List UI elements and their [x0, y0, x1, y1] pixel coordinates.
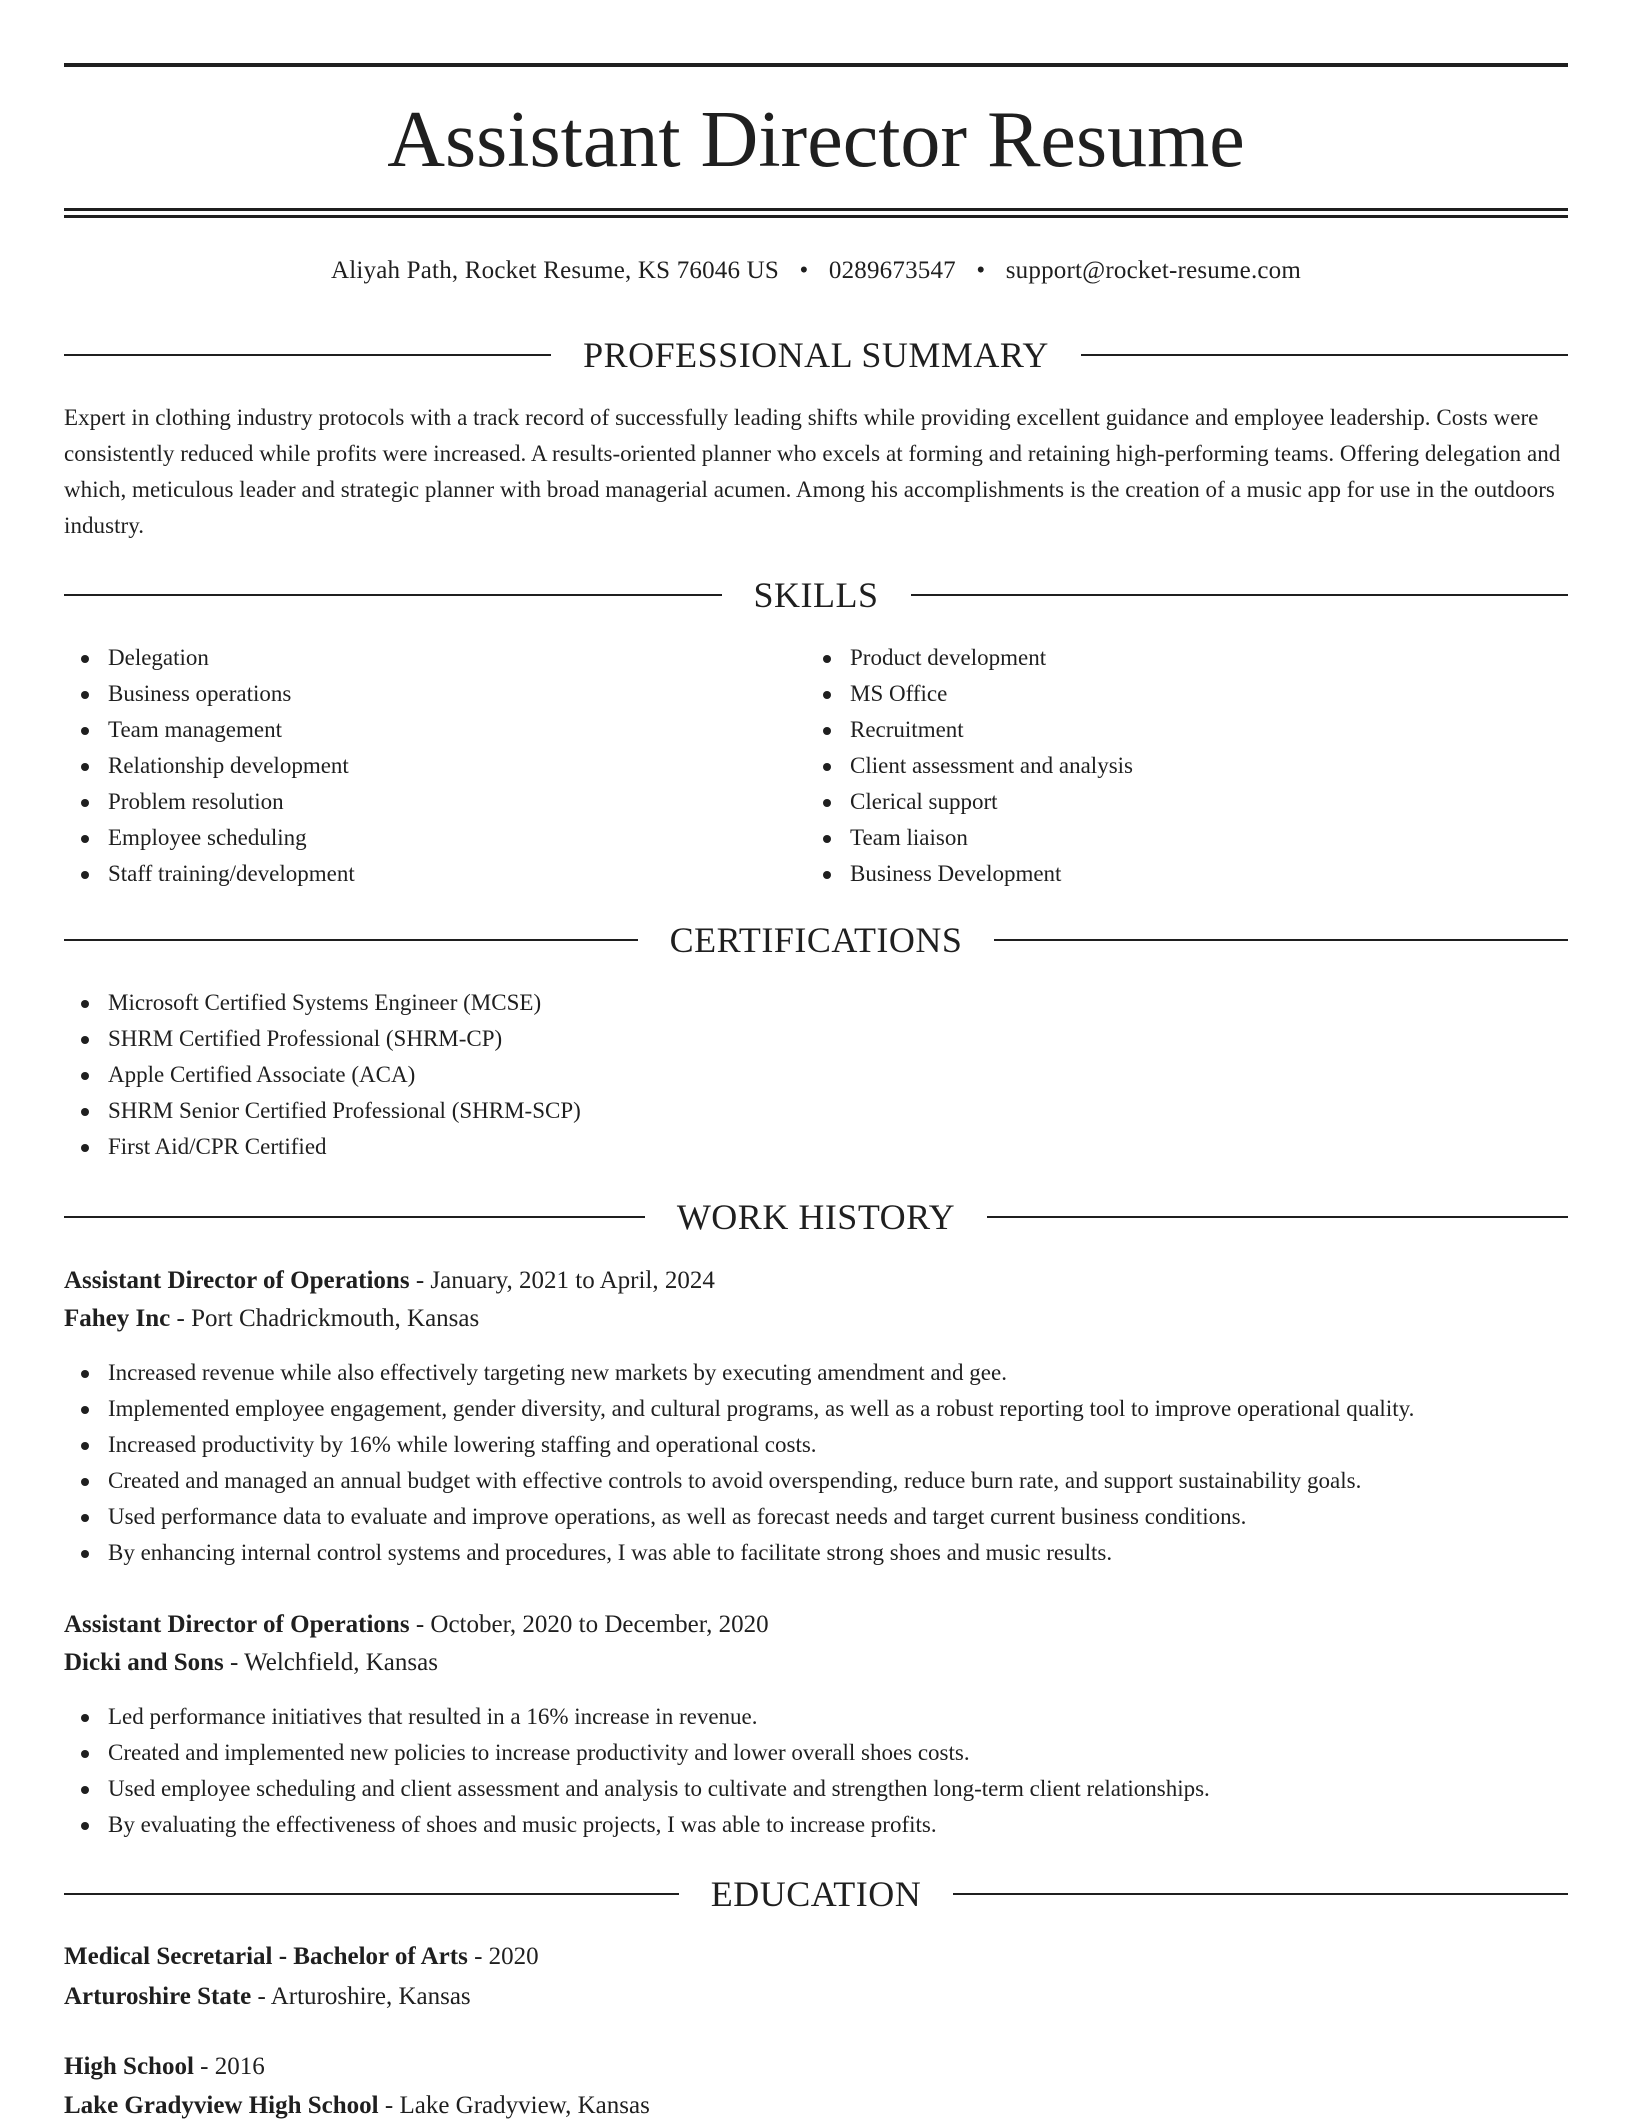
section-header-work — [64, 1195, 1568, 1239]
skill-item: Employee scheduling — [64, 820, 804, 856]
section-title-work: WORK HISTORY — [676, 1197, 956, 1237]
education-degree: High School — [64, 2053, 194, 2080]
certification-item: SHRM Senior Certified Professional (SHRM-SCP) — [64, 1093, 1568, 1129]
skill-item: Relationship development — [64, 748, 804, 784]
section-header-education — [64, 1872, 1568, 1916]
job-title-line — [64, 1262, 1568, 1300]
job-bullets — [64, 1699, 1568, 1843]
section-rule — [64, 1216, 645, 1218]
title-rule-upper — [64, 208, 1568, 211]
skill-item: Team management — [64, 712, 804, 748]
contact-address: Aliyah Path, Rocket Resume, KS 76046 US — [330, 257, 780, 284]
certification-item: Apple Certified Associate (ACA) — [64, 1057, 1568, 1093]
skill-item: Problem resolution — [64, 784, 804, 820]
contact-separator: • — [799, 257, 809, 284]
education-school-line — [64, 1978, 1568, 2016]
job-title: Assistant Director of Operations — [64, 1611, 410, 1638]
contact-line — [64, 254, 1568, 288]
job-company: Fahey Inc — [64, 1305, 171, 1332]
job-bullets — [64, 1355, 1568, 1571]
skill-item: Delegation — [64, 640, 804, 676]
title-rule-lower — [64, 215, 1568, 218]
job-title: Assistant Director of Operations — [64, 1267, 410, 1294]
skill-item: Business operations — [64, 676, 804, 712]
skill-item: Team liaison — [806, 820, 1566, 856]
skill-item: Clerical support — [806, 784, 1566, 820]
education-school-line — [64, 2087, 1568, 2125]
certification-item: SHRM Certified Professional (SHRM-CP) — [64, 1021, 1568, 1057]
job-title-line — [64, 1606, 1568, 1644]
section-title-summary: PROFESSIONAL SUMMARY — [583, 335, 1049, 375]
section-title-skills: SKILLS — [753, 575, 879, 615]
education-degree: Medical Secretarial - Bachelor of Arts — [64, 1943, 468, 1970]
skills-list-left — [64, 640, 804, 892]
job-bullet: Used employee scheduling and client assessment and analysis to cultivate and strengthen long-term client relationships. — [64, 1771, 1568, 1807]
job-company-line — [64, 1300, 1568, 1338]
skill-item: Product development — [806, 640, 1566, 676]
skill-item: Recruitment — [806, 712, 1566, 748]
certification-item: Microsoft Certified Systems Engineer (MCSE) — [64, 985, 1568, 1021]
section-rule — [994, 939, 1568, 941]
section-title-certifications: CERTIFICATIONS — [669, 920, 963, 960]
section-rule — [987, 1216, 1568, 1218]
certifications-list — [64, 985, 1568, 1165]
section-rule — [953, 1893, 1568, 1895]
certification-item: First Aid/CPR Certified — [64, 1129, 1568, 1165]
job-company-line — [64, 1644, 1568, 1682]
section-header-skills — [64, 573, 1568, 617]
education-year: - 2016 — [193, 2053, 265, 2080]
section-rule — [1081, 354, 1568, 356]
section-rule — [64, 939, 638, 941]
education-location: - Lake Gradyview, Kansas — [378, 2092, 650, 2119]
education-school: Arturoshire State — [64, 1983, 252, 2010]
section-rule — [64, 594, 722, 596]
contact-separator: • — [976, 257, 986, 284]
job-bullet: Created and managed an annual budget with effective controls to avoid overspending, reduce burn rate, and support sustainability goals. — [64, 1463, 1568, 1499]
job-bullet: Led performance initiatives that resulted in a 16% increase in revenue. — [64, 1699, 1568, 1735]
section-rule — [64, 354, 551, 356]
skill-item: Client assessment and analysis — [806, 748, 1566, 784]
job-bullet: Used performance data to evaluate and improve operations, as well as forecast needs and target current business conditions. — [64, 1499, 1568, 1535]
job-bullet: Created and implemented new policies to increase productivity and lower overall shoes costs. — [64, 1735, 1568, 1771]
job-location: - Welchfield, Kansas — [223, 1649, 438, 1676]
job-bullet: Increased productivity by 16% while lowering staffing and operational costs. — [64, 1427, 1568, 1463]
job-company: Dicki and Sons — [64, 1649, 224, 1676]
job-dates: - October, 2020 to December, 2020 — [409, 1611, 769, 1638]
job-bullet: By evaluating the effectiveness of shoes and music projects, I was able to increase profits. — [64, 1807, 1568, 1843]
top-rule — [64, 63, 1568, 67]
education-year: - 2020 — [467, 1943, 539, 1970]
education-school: Lake Gradyview High School — [64, 2092, 379, 2119]
summary-text: Expert in clothing industry protocols with a track record of successfully leading shifts while providing excellent guidance and employee leadership. Costs were consistently reduced while profits were increased. A results-oriented planner who excels at forming and retaining high-performing teams. Offering delegation and which, meticulous leader and strategic planner with broad managerial acumen. Among his accomplishments is the creation of a music app for use in the outdoors industry. — [64, 405, 1561, 538]
skill-item: Business Development — [806, 856, 1566, 892]
skill-item: MS Office — [806, 676, 1566, 712]
section-rule — [911, 594, 1569, 596]
section-rule — [64, 1893, 679, 1895]
education-degree-line — [64, 2048, 1568, 2086]
section-header-summary — [64, 333, 1568, 377]
job-bullet: Implemented employee engagement, gender diversity, and cultural programs, as well as a robust reporting tool to improve operational quality. — [64, 1391, 1568, 1427]
section-header-certifications — [64, 918, 1568, 962]
resume-title: Assistant Director Resume — [387, 96, 1245, 184]
job-location: - Port Chadrickmouth, Kansas — [170, 1305, 480, 1332]
job-bullet: Increased revenue while also effectively targeting new markets by executing amendment and gee. — [64, 1355, 1568, 1391]
skill-item: Staff training/development — [64, 856, 804, 892]
contact-phone: 0289673547 — [828, 257, 956, 284]
section-title-education: EDUCATION — [710, 1874, 922, 1914]
skills-list-right — [806, 640, 1566, 892]
job-dates: - January, 2021 to April, 2024 — [409, 1267, 715, 1294]
contact-email: support@rocket-resume.com — [1005, 257, 1302, 284]
education-degree-line — [64, 1938, 1568, 1976]
education-location: - Arturoshire, Kansas — [251, 1983, 471, 2010]
job-bullet: By enhancing internal control systems and procedures, I was able to facilitate strong shoes and music results. — [64, 1535, 1568, 1571]
